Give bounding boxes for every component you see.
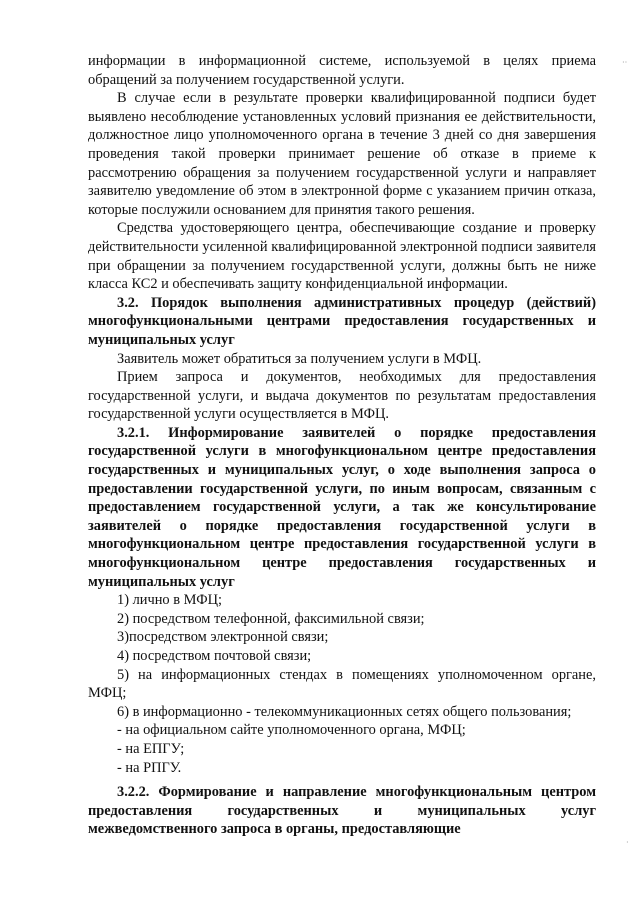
scan-speck-top: ·· <box>622 58 628 67</box>
scan-speck-bottom: · <box>626 838 629 847</box>
list-item: - на ЕПГУ; <box>117 740 185 757</box>
paragraph-applicant-mfc: Заявитель может обратиться за получением услуги в МФЦ. <box>117 350 482 367</box>
paragraph-request-intake: Прием запроса и документов, необходимых для предоставления государственной услуги, и выдача документов по результатам предоставления государственной услуги осуществляется в МФЦ. <box>88 369 596 423</box>
paragraph-continuation: информации в информационной системе, используемой в целях приема обращений за получением государственной услуги. <box>88 53 596 88</box>
list-item: 2) посредством телефонной, факсимильной связи; <box>117 610 425 627</box>
paragraph-signature-check: В случае если в результате проверки квалифицированной подписи будет выявлено несоблюдение установленных условий признания ее действительности, должностное лицо уполномоченного органа в течение 3 дней со дня завершения проведения такой проверки принимает решение об отказе в приеме к рассмотрению обращения за получением государственной услуги и направляет заявителю уведомление об этом в электронной форме с указанием причин отказа, которые послужили основанием для принятия такого решения. <box>88 90 596 218</box>
section-heading-3-2: 3.2. Порядок выполнения административных процедур (действий) многофункциональными центрами предоставления государственных и муниципальных услуг <box>88 294 596 348</box>
list-item: - на официальном сайте уполномоченного органа, МФЦ; <box>117 722 466 739</box>
section-heading-3-2-2: 3.2.2. Формирование и направление многофункциональным центром предоставления государственных и муниципальных услуг межведомственного запроса в органы, предоставляющие <box>88 784 596 838</box>
list-item: 1) лично в МФЦ; <box>117 592 222 609</box>
list-item: 4) посредством почтовой связи; <box>117 648 312 664</box>
list-item: - на РПГУ. <box>117 759 182 776</box>
paragraph-certification-center: Средства удостоверяющего центра, обеспечивающие создание и проверку действительности усиленной квалифицированной электронной подписи заявителя при обращении за получением государственной услуги, должны быть не ниже класса КС2 и обеспечивать защиту конфиденциальной информации. <box>88 220 596 293</box>
section-heading-3-2-1: 3.2.1. Информирование заявителей о порядке предоставления государственной услуги в многофункциональном центре предоставления государственных и муниципальных услуг, о ходе выполнения запроса о предоставлении государственной услуги, по иным вопросам, связанным с предоставлением государственной услуги, а так же консультирование заявителей о порядке предоставления государственной услуги в многофункциональном центре предоставления государственной услуги в многофункциональном центре предоставления государственных и муниципальных услуг <box>88 424 596 590</box>
list-item: 3)посредством электронной связи; <box>117 629 329 646</box>
list-item: 6) в информационно - телекоммуникационных сетях общего пользования; <box>117 703 572 720</box>
list-item: 5) на информационных стендах в помещениях уполномоченном органе, МФЦ; <box>88 666 596 702</box>
document-page <box>88 52 596 839</box>
